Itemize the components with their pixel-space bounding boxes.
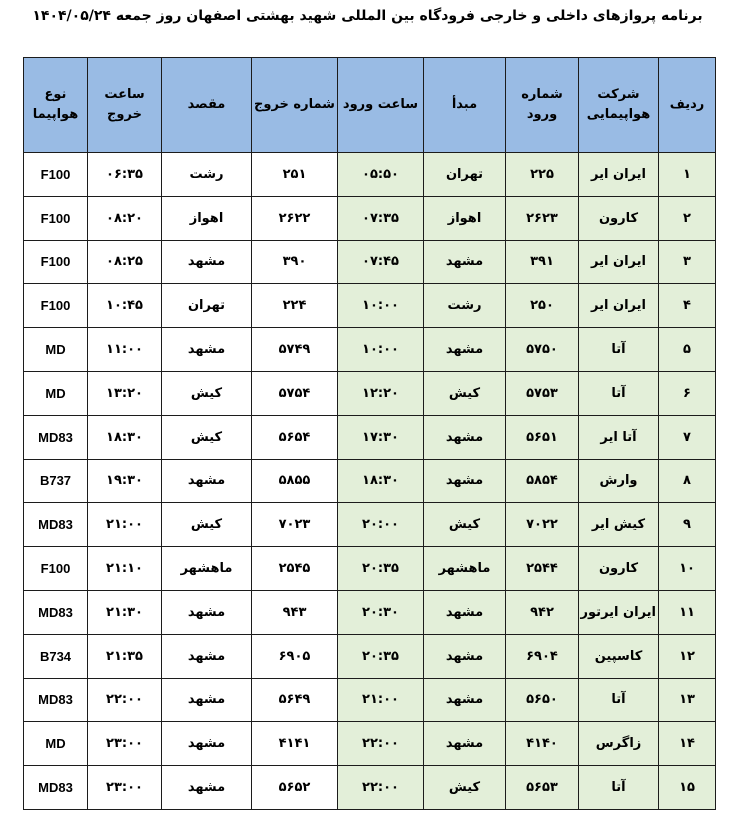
cell-arrival-time: ۱۷:۳۰	[338, 415, 424, 459]
cell-destination: کیش	[162, 415, 252, 459]
cell-destination: مشهد	[162, 240, 252, 284]
table-row	[24, 415, 716, 459]
cell-aircraft-type: F100	[24, 240, 88, 284]
cell-radif: ۴	[659, 284, 716, 328]
cell-airline: کاسپین	[579, 634, 659, 678]
cell-radif: ۸	[659, 459, 716, 503]
table-row	[24, 503, 716, 547]
header-destination: مقصد	[162, 58, 252, 153]
cell-arrival-time: ۰۷:۴۵	[338, 240, 424, 284]
cell-origin: رشت	[424, 284, 506, 328]
cell-radif: ۱۳	[659, 678, 716, 722]
table-row	[24, 371, 716, 415]
cell-departure-number: ۳۹۰	[252, 240, 338, 284]
table-row	[24, 153, 716, 197]
cell-departure-number: ۵۷۴۹	[252, 328, 338, 372]
cell-departure-time: ۲۱:۱۰	[88, 547, 162, 591]
cell-arrival-time: ۲۲:۰۰	[338, 766, 424, 810]
cell-aircraft-type: MD	[24, 371, 88, 415]
cell-radif: ۱۴	[659, 722, 716, 766]
table-row	[24, 240, 716, 284]
cell-arrival-number: ۲۲۵	[506, 153, 579, 197]
cell-radif: ۷	[659, 415, 716, 459]
cell-aircraft-type: MD	[24, 722, 88, 766]
cell-airline: زاگرس	[579, 722, 659, 766]
cell-destination: کیش	[162, 503, 252, 547]
cell-departure-number: ۶۹۰۵	[252, 634, 338, 678]
cell-aircraft-type: B737	[24, 459, 88, 503]
cell-origin: کیش	[424, 503, 506, 547]
cell-departure-number: ۵۶۵۴	[252, 415, 338, 459]
cell-arrival-time: ۲۱:۰۰	[338, 678, 424, 722]
cell-airline: کارون	[579, 196, 659, 240]
cell-destination: اهواز	[162, 196, 252, 240]
cell-aircraft-type: F100	[24, 196, 88, 240]
cell-airline: وارش	[579, 459, 659, 503]
cell-origin: اهواز	[424, 196, 506, 240]
cell-departure-number: ۵۸۵۵	[252, 459, 338, 503]
cell-destination: مشهد	[162, 328, 252, 372]
cell-origin: مشهد	[424, 634, 506, 678]
cell-destination: مشهد	[162, 459, 252, 503]
cell-arrival-number: ۴۱۴۰	[506, 722, 579, 766]
table-row	[24, 459, 716, 503]
cell-origin: مشهد	[424, 459, 506, 503]
cell-arrival-number: ۷۰۲۲	[506, 503, 579, 547]
cell-arrival-number: ۵۸۵۴	[506, 459, 579, 503]
cell-destination: رشت	[162, 153, 252, 197]
page-title: برنامه پروازهای داخلی و خارجی فرودگاه بین المللی شهید بهشتی اصفهان روز جمعه ۱۴۰۴/۰۵/۲۴	[32, 8, 703, 24]
cell-departure-time: ۲۲:۰۰	[88, 678, 162, 722]
cell-departure-number: ۵۷۵۴	[252, 371, 338, 415]
cell-arrival-number: ۹۴۲	[506, 590, 579, 634]
cell-arrival-time: ۱۲:۲۰	[338, 371, 424, 415]
cell-arrival-time: ۲۰:۰۰	[338, 503, 424, 547]
cell-airline: آتا	[579, 328, 659, 372]
table-row	[24, 196, 716, 240]
cell-arrival-number: ۵۶۵۱	[506, 415, 579, 459]
cell-aircraft-type: F100	[24, 547, 88, 591]
cell-airline: کارون	[579, 547, 659, 591]
cell-destination: مشهد	[162, 634, 252, 678]
cell-departure-time: ۱۳:۲۰	[88, 371, 162, 415]
cell-departure-time: ۱۸:۳۰	[88, 415, 162, 459]
cell-radif: ۱	[659, 153, 716, 197]
cell-airline: ایران ایرتور	[579, 590, 659, 634]
cell-radif: ۵	[659, 328, 716, 372]
cell-radif: ۱۲	[659, 634, 716, 678]
cell-aircraft-type: MD	[24, 328, 88, 372]
table-row	[24, 766, 716, 810]
table-body	[24, 153, 716, 810]
cell-destination: ماهشهر	[162, 547, 252, 591]
cell-aircraft-type: B734	[24, 634, 88, 678]
cell-arrival-time: ۲۰:۳۵	[338, 547, 424, 591]
cell-aircraft-type: F100	[24, 284, 88, 328]
cell-origin: مشهد	[424, 722, 506, 766]
table-row	[24, 328, 716, 372]
cell-arrival-time: ۲۰:۳۵	[338, 634, 424, 678]
cell-destination: مشهد	[162, 766, 252, 810]
cell-departure-time: ۲۱:۳۵	[88, 634, 162, 678]
cell-arrival-time: ۲۰:۳۰	[338, 590, 424, 634]
cell-departure-time: ۰۸:۲۰	[88, 196, 162, 240]
cell-origin: کیش	[424, 371, 506, 415]
cell-origin: مشهد	[424, 328, 506, 372]
cell-radif: ۱۱	[659, 590, 716, 634]
cell-departure-time: ۱۹:۳۰	[88, 459, 162, 503]
cell-destination: مشهد	[162, 722, 252, 766]
cell-origin: مشهد	[424, 678, 506, 722]
cell-destination: کیش	[162, 371, 252, 415]
cell-departure-number: ۹۴۳	[252, 590, 338, 634]
cell-arrival-number: ۳۹۱	[506, 240, 579, 284]
cell-departure-time: ۱۰:۴۵	[88, 284, 162, 328]
cell-origin: تهران	[424, 153, 506, 197]
cell-arrival-number: ۶۹۰۴	[506, 634, 579, 678]
cell-airline: ایران ایر	[579, 284, 659, 328]
cell-departure-time: ۱۱:۰۰	[88, 328, 162, 372]
cell-arrival-time: ۱۸:۳۰	[338, 459, 424, 503]
cell-aircraft-type: MD83	[24, 590, 88, 634]
cell-radif: ۹	[659, 503, 716, 547]
cell-departure-time: ۲۳:۰۰	[88, 766, 162, 810]
cell-departure-number: ۲۶۲۲	[252, 196, 338, 240]
cell-airline: آتا ایر	[579, 415, 659, 459]
table-row	[24, 284, 716, 328]
cell-departure-number: ۵۶۴۹	[252, 678, 338, 722]
cell-destination: مشهد	[162, 590, 252, 634]
table-row	[24, 547, 716, 591]
cell-radif: ۳	[659, 240, 716, 284]
cell-arrival-number: ۲۵۴۴	[506, 547, 579, 591]
cell-departure-number: ۲۵۱	[252, 153, 338, 197]
header-arrival-number: شماره ورود	[506, 58, 579, 153]
cell-arrival-time: ۲۲:۰۰	[338, 722, 424, 766]
cell-origin: مشهد	[424, 240, 506, 284]
table-row	[24, 590, 716, 634]
header-airline: شرکت هواپیمایی	[579, 58, 659, 153]
cell-departure-number: ۲۵۴۵	[252, 547, 338, 591]
flight-schedule-table	[23, 57, 716, 810]
header-aircraft-type: نوع هواپیما	[24, 58, 88, 153]
cell-departure-number: ۲۲۴	[252, 284, 338, 328]
cell-airline: ایران ایر	[579, 240, 659, 284]
cell-arrival-number: ۵۶۵۳	[506, 766, 579, 810]
cell-aircraft-type: MD83	[24, 415, 88, 459]
cell-departure-time: ۲۱:۳۰	[88, 590, 162, 634]
cell-arrival-time: ۰۷:۳۵	[338, 196, 424, 240]
cell-origin: مشهد	[424, 590, 506, 634]
cell-origin: مشهد	[424, 415, 506, 459]
table-row	[24, 634, 716, 678]
cell-arrival-number: ۵۷۵۰	[506, 328, 579, 372]
cell-airline: ایران ایر	[579, 153, 659, 197]
cell-arrival-number: ۵۷۵۳	[506, 371, 579, 415]
cell-arrival-number: ۵۶۵۰	[506, 678, 579, 722]
cell-departure-time: ۰۶:۳۵	[88, 153, 162, 197]
header-departure-number: شماره خروج	[252, 58, 338, 153]
cell-aircraft-type: MD83	[24, 503, 88, 547]
cell-radif: ۶	[659, 371, 716, 415]
cell-radif: ۱۰	[659, 547, 716, 591]
header-origin: مبدأ	[424, 58, 506, 153]
cell-arrival-time: ۱۰:۰۰	[338, 284, 424, 328]
header-radif: ردیف	[659, 58, 716, 153]
cell-arrival-number: ۲۶۲۳	[506, 196, 579, 240]
cell-departure-time: ۲۳:۰۰	[88, 722, 162, 766]
cell-arrival-number: ۲۵۰	[506, 284, 579, 328]
table-row	[24, 678, 716, 722]
cell-origin: کیش	[424, 766, 506, 810]
cell-aircraft-type: MD83	[24, 766, 88, 810]
cell-destination: تهران	[162, 284, 252, 328]
cell-airline: آتا	[579, 678, 659, 722]
header-departure-time: ساعت خروج	[88, 58, 162, 153]
cell-departure-time: ۰۸:۲۵	[88, 240, 162, 284]
cell-destination: مشهد	[162, 678, 252, 722]
cell-airline: کیش ایر	[579, 503, 659, 547]
cell-aircraft-type: MD83	[24, 678, 88, 722]
cell-radif: ۱۵	[659, 766, 716, 810]
header-arrival-time: ساعت ورود	[338, 58, 424, 153]
cell-departure-number: ۷۰۲۳	[252, 503, 338, 547]
cell-origin: ماهشهر	[424, 547, 506, 591]
cell-arrival-time: ۱۰:۰۰	[338, 328, 424, 372]
table-row	[24, 722, 716, 766]
cell-departure-time: ۲۱:۰۰	[88, 503, 162, 547]
cell-aircraft-type: F100	[24, 153, 88, 197]
cell-arrival-time: ۰۵:۵۰	[338, 153, 424, 197]
cell-departure-number: ۴۱۴۱	[252, 722, 338, 766]
cell-airline: آتا	[579, 371, 659, 415]
cell-airline: آتا	[579, 766, 659, 810]
cell-radif: ۲	[659, 196, 716, 240]
cell-departure-number: ۵۶۵۲	[252, 766, 338, 810]
table-header-row	[24, 58, 716, 153]
